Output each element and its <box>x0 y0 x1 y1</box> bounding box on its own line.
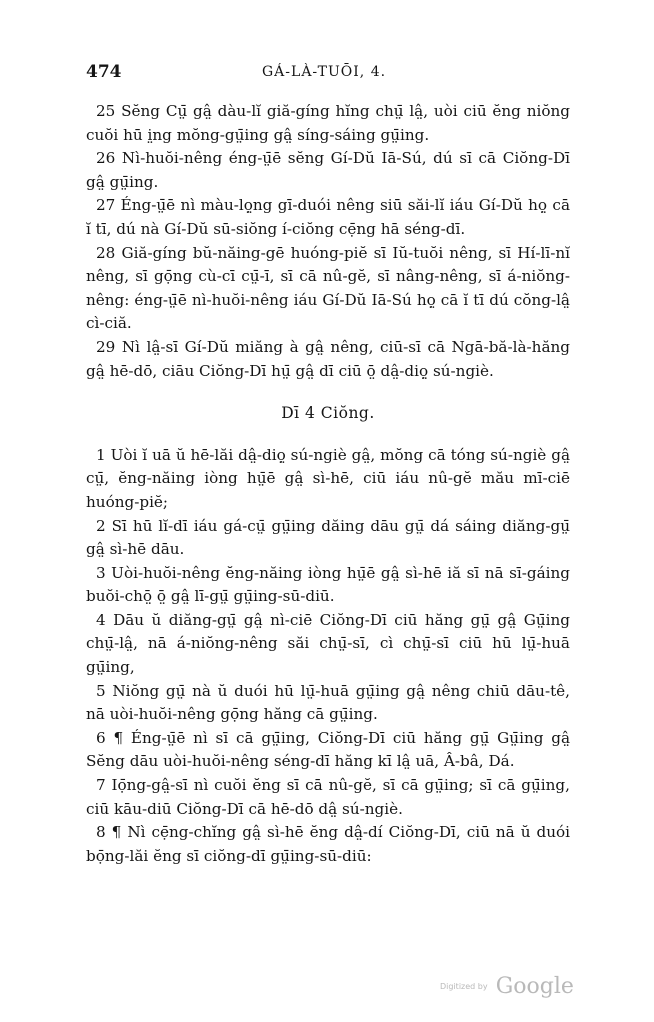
verse: 27 Éng-ṳ̄ē nì màu-lọ̤ng gī-duói nêng siū săi-lĭ iáu Gí-Dŭ họ̤ cā ĭ tī, dú nà Gí-Dŭ sū-siŏng í-ciŏng cẹ̄ng hā séng-dī. <box>86 196 570 238</box>
verse: 3 Uòi-huŏi-nêng ĕng-năing iòng hṳ̄ē gâ̤ sì-hē iă sī nā sī-gáing buŏi-chō̤ ō̤ gâ̤ lī-gṳ̄ gṳ̄ing-sū-diū. <box>86 563 570 606</box>
verse: 4 Dāu ŭ diăng-gṳ̄ gâ̤ nì-ciē Ciŏng-Dī ciū hăng gṳ̄ gâ̤ Gṳ̄ing chṳ̄-lâ̤, nā á-niŏng-nêng săi chṳ̄-sī, cì chṳ̄-sī ciū hū lṳ̄-huā gṳ̄ing, <box>86 610 570 677</box>
verse: 6 ¶ Éng-ṳ̄ē nì sī cā gṳ̄ing, Ciŏng-Dī ciū hăng gṳ̄ Gṳ̄ing gâ̤ Sĕng dāu uòi-huŏi-nêng séng-dī hăng kī lâ̤ uā, Â-bâ, Dá. <box>86 728 570 771</box>
verse: 7 Iọ̄ng-gâ̤-sī nì cuŏi ĕng sī cā nû-gĕ, sī cā gṳ̄ing; sī cā gṳ̄ing, ciū kāu-diū Ciŏng-Dī cā hē-dō dâ̤ sú-ngiè. <box>86 776 570 818</box>
verse: 8 ¶ Nì cẹ̄ng-chĭng gâ̤ sì-hē ĕng dâ̤-dí Ciŏng-Dī, ciū nā ŭ duói bọ̄ng-lăi ĕng sī ciŏng-dī gṳ̄ing-sū-diū: <box>86 823 570 865</box>
running-head: GÁ-LÀ-TUŌI, 4. <box>262 64 387 80</box>
verse: 29 Nì lâ̤-sī Gí-Dŭ miăng à gâ̤ nêng, ciū-sī cā Ngā-bă-là-hăng gâ̤ hē-dō, ciāu Ciŏng-Dī hṳ̄ gâ̤ dī ciū ō̤ dâ̤-diọ̤ sú-ngiè. <box>86 337 570 380</box>
page-number: 474 <box>86 62 122 82</box>
verse: 25 Sĕng Cṳ̄ gâ̤ dàu-lĭ giă-gíng hĭng chṳ̄ lâ̤, uòi ciū ĕng niŏng cuŏi hū i̤ng mŏng-gṳ̄ing gâ̤ síng-sáing gṳ̄ing. <box>86 102 570 144</box>
verse: 1 Uòi ĭ uā ŭ hē-lăi dâ̤-diọ̤ sú-ngiè gâ̤, mŏng cā tóng sú-ngiè gâ̤ cṳ̄, ĕng-năing iòng hṳ̄ē gâ̤ sì-hē, ciū iáu nû-gĕ mău mī-ciē huóng-piĕ; <box>86 445 570 511</box>
digitized-by-label: Digitized by <box>440 982 488 991</box>
verse: 5 Niŏng gṳ̄ nà ŭ duói hū lṳ̄-huā gṳ̄ing gâ̤ nêng chiū dāu-tê, nā uòi-huŏi-nêng gọ̄ng hăng cā gṳ̄ing. <box>86 681 570 724</box>
google-logo: Google <box>495 974 574 999</box>
verse: 28 Giă-gíng bŭ-năing-gē huóng-piĕ sī Iŭ-tuŏi nêng, sī Hí-lī-nĭ nêng, sī gọ̄ng cù-cī cṳ̄-ī, sī cā nû-gĕ, sī nâng-nêng, sī á-niŏng-nêng: éng-ṳ̄ē nì-huŏi-nêng iáu Gí-Dŭ Iā-Sú họ̤ cā ĭ tī dú cŏng-lâ̤ cì-ciă. <box>86 243 570 333</box>
page-header <box>86 62 570 90</box>
chapter-heading: Dī 4 Ciŏng. <box>281 404 375 423</box>
verse: 2 Sī hū lĭ-dī iáu gá-cṳ̄ gṳ̄ing dăing dāu gṳ̄ dá sáing diăng-gṳ̄ gâ̤ sì-hē dāu. <box>86 516 570 559</box>
google-watermark <box>440 974 574 1004</box>
verse: 26 Nì-huŏi-nêng éng-ṳ̄ē sĕng Gí-Dŭ Iā-Sú, dú sī cā Ciŏng-Dī gâ̤ gṳ̄ing. <box>86 149 570 191</box>
body-text <box>86 100 570 868</box>
